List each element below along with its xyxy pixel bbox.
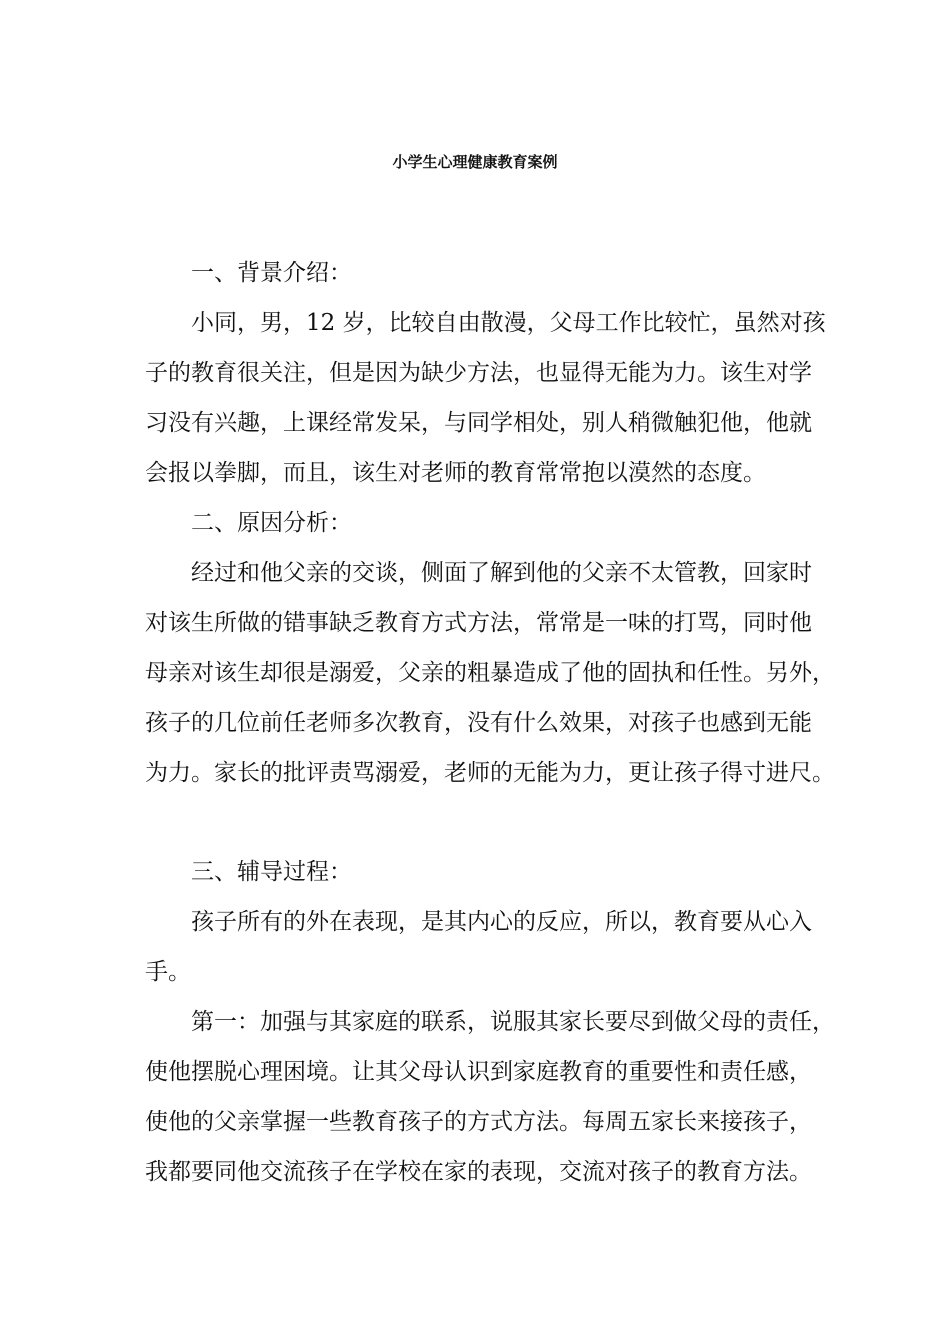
paragraph-line: 为力。家长的批评责骂溺爱，老师的无能为力，更让孩子得寸进尺。 [145,760,835,786]
paragraph-line: 子的教育很关注，但是因为缺少方法，也显得无能为力。该生对学 [145,360,812,386]
heading-counseling-process: 三、辅导过程： [191,859,352,885]
paragraph-line: 手。 [145,959,191,985]
paragraph-line: 孩子的几位前任老师多次教育，没有什么效果，对孩子也感到无能 [145,710,812,736]
paragraph-line: 经过和他父亲的交谈，侧面了解到他的父亲不太管教，回家时 [191,560,812,586]
heading-background: 一、背景介绍： [191,260,352,286]
paragraph-line: 会报以拳脚，而且，该生对老师的教育常常抱以漠然的态度。 [145,460,766,486]
paragraph-line: 我都要同他交流孩子在学校在家的表现，交流对孩子的教育方法。 [145,1159,812,1185]
paragraph-line: 小同，男，12 岁，比较自由散漫，父母工作比较忙，虽然对孩 [191,310,826,336]
paragraph-line: 习没有兴趣，上课经常发呆，与同学相处，别人稍微触犯他，他就 [145,410,812,436]
section-counseling-process [145,847,835,1197]
paragraph-line: 母亲对该生却很是溺爱，父亲的粗暴造成了他的固执和任性。另外， [145,660,835,686]
document-title: 小学生心理健康教育案例 [392,153,558,171]
section-background-and-causes [145,248,835,798]
paragraph-line: 第一：加强与其家庭的联系，说服其家长要尽到做父母的责任， [191,1009,835,1035]
paragraph-line: 对该生所做的错事缺乏教育方式方法，常常是一味的打骂，同时他 [145,610,812,636]
paragraph-line: 使他的父亲掌握一些教育孩子的方式方法。每周五家长来接孩子， [145,1109,812,1135]
paragraph-line: 孩子所有的外在表现，是其内心的反应，所以，教育要从心入 [191,909,812,935]
heading-cause-analysis: 二、原因分析： [191,510,352,536]
paragraph-line: 使他摆脱心理困境。让其父母认识到家庭教育的重要性和责任感， [145,1059,812,1085]
